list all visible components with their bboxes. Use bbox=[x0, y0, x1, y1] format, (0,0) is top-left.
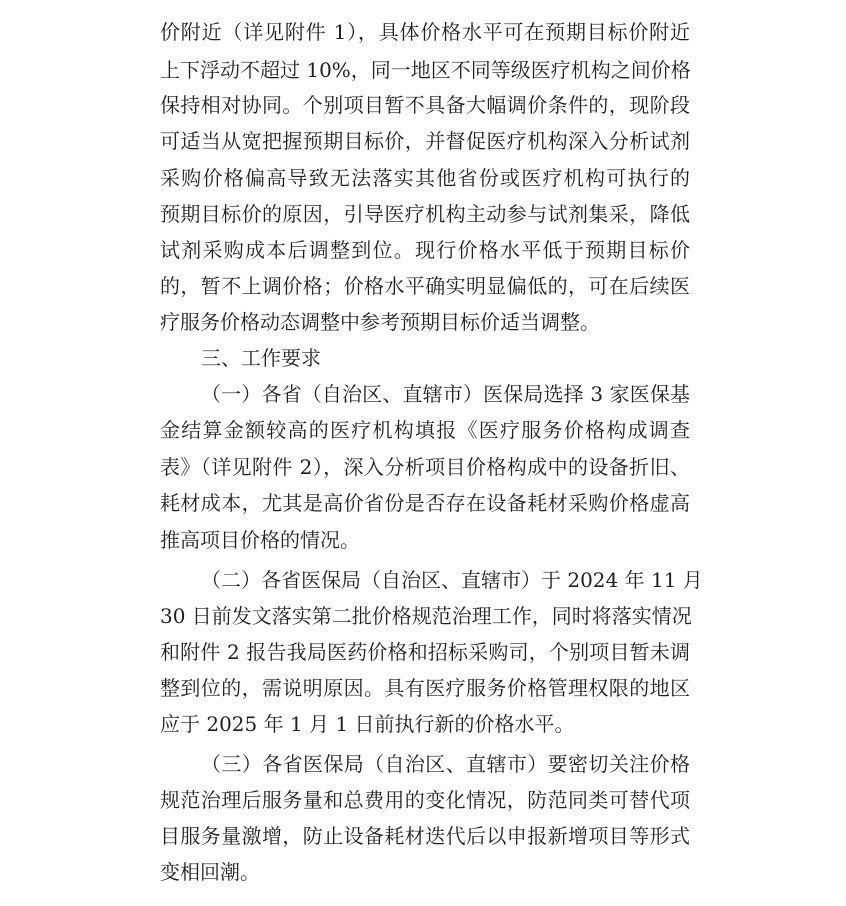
item-2-line: 和附件 2 报告我局医药价格和招标采购司，个别项目暂未调 bbox=[160, 640, 690, 664]
paragraph-line: 的，暂不上调价格；价格水平确实明显偏低的，可在后续医 bbox=[160, 274, 690, 298]
item-2-line: 整到位的，需说明原因。具有医疗服务价格管理权限的地区 bbox=[160, 676, 690, 700]
paragraph-line: 价附近（详见附件 1），具体价格水平可在预期目标价附近 bbox=[160, 20, 690, 44]
paragraph-line: 保持相对协同。个别项目暂不具备大幅调价条件的，现阶段 bbox=[160, 93, 690, 117]
item-3-line: 规范治理后服务量和总费用的变化情况，防范同类可替代项 bbox=[160, 788, 690, 812]
item-1-line: 耗材成本，尤其是高价省份是否存在设备耗材采购价格虚高 bbox=[160, 491, 690, 515]
item-2-line: 30 日前发文落实第二批价格规范治理工作，同时将落实情况 bbox=[160, 604, 692, 628]
paragraph-line: 疗服务价格动态调整中参考预期目标价适当调整。 bbox=[160, 310, 600, 334]
item-2-line: 应于 2025 年 1 月 1 日前执行新的价格水平。 bbox=[160, 712, 575, 736]
section-heading: 三、工作要求 bbox=[201, 346, 321, 370]
paragraph-line: 采购价格偏高导致无法落实其他省份或医疗机构可执行的 bbox=[160, 166, 690, 190]
item-1-line: 金结算金额较高的医疗机构填报《医疗服务价格构成调查 bbox=[160, 418, 690, 442]
item-2-line: （二）各省医保局（自治区、直辖市）于 2024 年 11 月 bbox=[201, 568, 703, 592]
paragraph-line: 上下浮动不超过 10%，同一地区不同等级医疗机构之间价格 bbox=[160, 58, 691, 82]
paragraph-line: 试剂采购成本后调整到位。现行价格水平低于预期目标价 bbox=[160, 238, 690, 262]
item-3-line: （三）各省医保局（自治区、直辖市）要密切关注价格 bbox=[201, 752, 690, 776]
item-1-line: 推高项目价格的情况。 bbox=[160, 528, 360, 552]
item-3-line: 变相回潮。 bbox=[160, 860, 260, 884]
item-3-line: 目服务量激增，防止设备耗材迭代后以申报新增项目等形式 bbox=[160, 824, 690, 848]
paragraph-line: 预期目标价的原因，引导医疗机构主动参与试剂集采，降低 bbox=[160, 202, 690, 226]
item-1-line: 表》（详见附件 2），深入分析项目价格构成中的设备折旧、 bbox=[160, 455, 690, 479]
item-1-line: （一）各省（自治区、直辖市）医保局选择 3 家医保基 bbox=[201, 382, 690, 406]
paragraph-line: 可适当从宽把握预期目标价，并督促医疗机构深入分析试剂 bbox=[160, 129, 690, 153]
